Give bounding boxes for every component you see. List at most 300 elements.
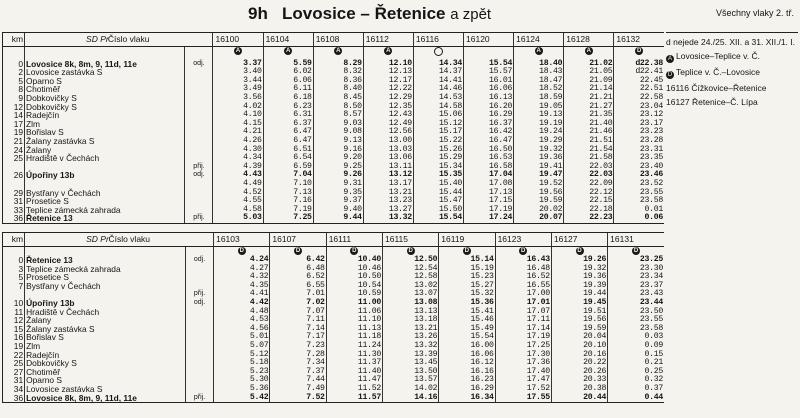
departure-time: 17.07 — [495, 308, 551, 317]
departure-time: 19.59 — [514, 197, 564, 206]
train-number: 16107 — [270, 233, 326, 247]
footnote-text: 16116 Čížkovice–Řetenice — [666, 83, 767, 93]
station-row — [3, 299, 665, 308]
departure-time: 15.36 — [439, 299, 495, 308]
km-value: 36 — [3, 394, 25, 403]
departure-time: 6.47 — [263, 128, 313, 137]
all-trains-note: Všechny vlaky 2. tř. — [715, 8, 794, 18]
departure-time: 5.36 — [214, 385, 270, 394]
departure-time: 19.24 — [514, 128, 564, 137]
departure-time: 7.17 — [270, 333, 326, 342]
station-name: Dobkovičky S — [25, 103, 185, 112]
departure-time: 17.25 — [495, 342, 551, 351]
departure-time: 11.10 — [326, 316, 382, 325]
departure-time: 6.18 — [263, 94, 313, 103]
departure-time: 4.34 — [213, 154, 263, 163]
footnote-text: 16127 Řetenice–Č. Lípa — [666, 97, 758, 107]
arr-dep-mark — [185, 265, 213, 274]
departure-time: 4.48 — [214, 308, 270, 317]
departure-time: 16.06 — [439, 351, 495, 360]
station-name: Úpořiny 13b — [25, 171, 185, 180]
departure-time: 19.32 — [551, 265, 607, 274]
station-name: Žalany zastávka S — [25, 137, 185, 146]
departure-time: 23.46 — [614, 171, 664, 180]
departure-time: 9.35 — [313, 189, 363, 198]
departure-time: 15.14 — [439, 256, 495, 265]
departure-time: 16.06 — [464, 85, 514, 94]
departure-time: 5.59 — [263, 60, 313, 69]
departure-time: 9.44 — [313, 214, 363, 223]
station-name: Chotiměř — [25, 85, 185, 94]
departure-time: 16.47 — [464, 137, 514, 146]
departure-time: 16.53 — [464, 154, 514, 163]
train-symbol-icon: D — [521, 248, 526, 254]
departure-time: 23.25 — [608, 256, 664, 265]
departure-time: 20.10 — [551, 342, 607, 351]
km-value: 2 — [3, 68, 25, 77]
departure-time: 4.58 — [213, 206, 263, 215]
departure-time: 9.13 — [313, 137, 363, 146]
train-symbol-icon — [434, 47, 443, 56]
train-number: 16123 — [495, 233, 551, 247]
departure-time: 9.03 — [313, 120, 363, 129]
departure-time: 20.44 — [551, 394, 607, 403]
station-row — [3, 351, 665, 360]
departure-time: 18.43 — [514, 68, 564, 77]
departure-time: 18.40 — [514, 60, 564, 69]
departure-time: 16.50 — [464, 146, 514, 155]
train-number: 16127 — [551, 233, 607, 247]
km-value: 10 — [3, 299, 25, 308]
departure-time: 21.27 — [564, 103, 614, 112]
departure-time: 4.39 — [213, 163, 263, 172]
departure-time: 0.32 — [608, 376, 664, 385]
departure-time: 17.14 — [495, 325, 551, 334]
station-name: Úpořiny 13b — [25, 299, 186, 308]
km-value: 22 — [3, 351, 25, 360]
station-name: Prosetice S — [25, 273, 186, 282]
departure-time: 15.54 — [413, 214, 463, 223]
table-number: 9h — [248, 4, 268, 23]
station-row — [3, 368, 665, 377]
departure-time: 19.56 — [514, 189, 564, 198]
departure-time: 13.32 — [363, 214, 413, 223]
km-value: 12 — [3, 316, 25, 325]
departure-time: 22.09 — [564, 180, 614, 189]
arr-dep-mark — [185, 273, 213, 282]
train-number: 16131 — [608, 233, 664, 247]
departure-time: 0.01 — [614, 206, 664, 215]
footnote-item — [666, 37, 798, 47]
departure-time: 4.52 — [213, 189, 263, 198]
departure-time: 19.52 — [514, 180, 564, 189]
arr-dep-mark: odj. — [185, 171, 213, 180]
station-name: Lovosice 8k, 8m, 9, 11d, 11e — [25, 60, 185, 69]
departure-time: 8.29 — [313, 60, 363, 69]
station-row — [3, 359, 665, 368]
station-row — [3, 290, 665, 299]
sd-pr-label: SD Pr — [86, 234, 109, 245]
station-row — [3, 273, 665, 282]
station-name: Bořislav S — [25, 128, 185, 137]
departure-time: 22.12 — [564, 189, 614, 198]
station-row — [3, 180, 665, 189]
departure-time: 3.40 — [213, 68, 263, 77]
departure-time: 7.07 — [270, 308, 326, 317]
departure-time: 6.59 — [263, 163, 313, 172]
departure-time: 17.11 — [495, 316, 551, 325]
departure-time: 23.37 — [608, 282, 664, 291]
departure-time: 12.22 — [363, 85, 413, 94]
km-value: 25 — [3, 154, 25, 163]
departure-time: 13.12 — [363, 171, 413, 180]
km-value: 7 — [3, 282, 25, 291]
arr-dep-mark — [185, 111, 213, 120]
station-name: Radejčín — [25, 351, 186, 360]
departure-time: 21.54 — [564, 146, 614, 155]
km-value: 11 — [3, 308, 25, 317]
col-km-header: km — [3, 233, 25, 247]
departure-time: 13.08 — [382, 299, 438, 308]
departure-time: 6.06 — [263, 77, 313, 86]
station-row — [3, 206, 665, 215]
departure-time: 11.24 — [326, 342, 382, 351]
departure-time: 8.50 — [313, 103, 363, 112]
departure-time: 13.11 — [363, 163, 413, 172]
km-value: 27 — [3, 368, 25, 377]
departure-time: 22.03 — [564, 163, 614, 172]
train-number: 16108 — [313, 33, 363, 47]
departure-time: 6.51 — [263, 146, 313, 155]
arr-dep-mark — [185, 180, 213, 189]
departure-time: 14.16 — [382, 394, 438, 403]
arr-dep-mark: přij. — [185, 394, 213, 403]
arr-dep-mark — [185, 376, 213, 385]
departure-time: 23.12 — [614, 111, 664, 120]
departure-time: 13.02 — [382, 282, 438, 291]
km-value: 0 — [3, 60, 25, 69]
departure-time: 22.51 — [614, 85, 664, 94]
train-symbol-icon: A — [336, 48, 341, 54]
departure-time: 7.16 — [263, 197, 313, 206]
departure-time: 14.58 — [413, 103, 463, 112]
departure-time: 15.44 — [413, 189, 463, 198]
departure-time: 15.35 — [413, 171, 463, 180]
km-value: 33 — [3, 206, 25, 215]
station-row — [3, 282, 665, 291]
col-train-number-header — [108, 233, 213, 247]
departure-time: 23.04 — [614, 103, 664, 112]
station-name: Řetenice 13 — [25, 256, 186, 265]
departure-time: 14.53 — [413, 94, 463, 103]
km-value: 31 — [3, 197, 25, 206]
departure-time: 15.34 — [413, 163, 463, 172]
departure-time: 19.59 — [551, 325, 607, 334]
departure-time: 4.42 — [214, 299, 270, 308]
departure-time: 4.02 — [213, 103, 263, 112]
departure-time: 4.56 — [214, 325, 270, 334]
departure-time: 21.05 — [564, 68, 614, 77]
departure-time: 16.29 — [464, 111, 514, 120]
departure-time: 15.41 — [439, 308, 495, 317]
departure-time: 10.46 — [326, 265, 382, 274]
departure-time: 19.44 — [551, 290, 607, 299]
station-name: Oparno S — [25, 77, 185, 86]
arr-dep-mark — [185, 385, 213, 394]
departure-time: 14.02 — [382, 385, 438, 394]
departure-time: 7.25 — [263, 214, 313, 223]
station-name: Prosetice S — [25, 197, 185, 206]
departure-time: 19.39 — [551, 282, 607, 291]
departure-time: 9.20 — [313, 154, 363, 163]
departure-time: 7.44 — [270, 376, 326, 385]
departure-time: 23.55 — [614, 189, 664, 198]
departure-time: 5.01 — [214, 333, 270, 342]
departure-time: 3.44 — [213, 77, 263, 86]
station-name: Teplice zámecká zahrada — [25, 265, 186, 274]
departure-time: 15.32 — [439, 290, 495, 299]
departure-time: 13.32 — [382, 342, 438, 351]
arr-dep-mark — [185, 103, 213, 112]
arr-dep-mark — [185, 197, 213, 206]
departure-time: 6.23 — [263, 103, 313, 112]
departure-time: 11.06 — [326, 308, 382, 317]
departure-time: 12.56 — [363, 128, 413, 137]
station-name: Bořislav S — [25, 333, 186, 342]
departure-time: 19.45 — [551, 299, 607, 308]
arr-dep-mark — [185, 146, 213, 155]
departure-time: 7.52 — [270, 394, 326, 403]
departure-time: 23.58 — [614, 197, 664, 206]
station-name: Řetenice 13 — [25, 214, 185, 223]
departure-time: 9.08 — [313, 128, 363, 137]
departure-time: 3.49 — [213, 85, 263, 94]
train-symbol-icon: A — [536, 48, 541, 54]
departure-time: 23.23 — [614, 128, 664, 137]
station-row — [3, 146, 665, 155]
departure-time: 4.15 — [213, 120, 263, 129]
departure-time: 20.16 — [551, 351, 607, 360]
train-number-label: Číslo vlaku — [107, 34, 150, 45]
departure-time: 16.29 — [439, 385, 495, 394]
arr-dep-mark — [185, 308, 213, 317]
departure-time: 7.10 — [263, 180, 313, 189]
departure-time: 7.49 — [270, 385, 326, 394]
col-km-header: km — [3, 33, 25, 47]
station-name: Zlm — [25, 342, 186, 351]
departure-time: 11.30 — [326, 351, 382, 360]
timetable-return — [2, 232, 664, 403]
departure-time: 11.57 — [326, 394, 382, 403]
departure-time: 18.47 — [514, 77, 564, 86]
train-number-label: Číslo vlaku — [108, 234, 151, 245]
station-name: Oparno S — [25, 376, 186, 385]
departure-time: 16.34 — [439, 394, 495, 403]
departure-time: 16.58 — [464, 163, 514, 172]
departure-time: 15.49 — [439, 325, 495, 334]
departure-time: 19.36 — [551, 273, 607, 282]
arr-dep-mark — [185, 316, 213, 325]
train-symbol-icon: D — [352, 248, 357, 254]
departure-time: 13.17 — [363, 180, 413, 189]
arr-dep-mark: přij. — [185, 214, 213, 223]
station-row — [3, 68, 665, 77]
departure-time: 9.25 — [313, 163, 363, 172]
departure-time: 16.52 — [495, 273, 551, 282]
departure-time: 7.14 — [270, 325, 326, 334]
departure-time: 18.59 — [514, 94, 564, 103]
departure-time: 21.51 — [564, 137, 614, 146]
km-value: 3 — [3, 265, 25, 274]
station-row — [3, 137, 665, 146]
note-symbol-icon: D — [667, 72, 673, 78]
departure-time: 17.00 — [495, 290, 551, 299]
departure-time: 3.37 — [213, 60, 263, 69]
departure-time: 17.01 — [495, 299, 551, 308]
departure-time: 23.35 — [614, 154, 664, 163]
departure-time: 16.48 — [495, 265, 551, 274]
station-row — [3, 94, 665, 103]
departure-time: 17.52 — [495, 385, 551, 394]
arr-dep-mark: přij. — [185, 290, 213, 299]
departure-time: 4.53 — [214, 316, 270, 325]
station-name: Teplice zámecká zahrada — [25, 206, 185, 215]
train-number: 16120 — [464, 33, 514, 47]
departure-time: 17.19 — [464, 206, 514, 215]
departure-time: 23.55 — [608, 316, 664, 325]
departure-time: 15.40 — [413, 180, 463, 189]
departure-time: 0.09 — [608, 342, 664, 351]
train-number: 16100 — [213, 33, 263, 47]
km-value: 19 — [3, 128, 25, 137]
departure-time: 15.26 — [413, 146, 463, 155]
train-number: 16112 — [363, 33, 413, 47]
station-name: Dobkovičky S — [25, 359, 186, 368]
departure-time: 5.30 — [214, 376, 270, 385]
departure-time: 20.02 — [514, 206, 564, 215]
departure-time: 10.54 — [326, 282, 382, 291]
departure-time: 7.34 — [270, 359, 326, 368]
departure-time: 4.24 — [214, 256, 270, 265]
departure-time: 20.22 — [551, 359, 607, 368]
departure-time: 12.54 — [382, 265, 438, 274]
station-row — [3, 394, 665, 403]
departure-time: 11.52 — [326, 385, 382, 394]
departure-time: 14.37 — [413, 68, 463, 77]
departure-time: 11.18 — [326, 333, 382, 342]
arr-dep-mark — [185, 282, 213, 291]
departure-time: 6.31 — [263, 111, 313, 120]
departure-time: 7.02 — [270, 299, 326, 308]
departure-time: 16.12 — [439, 359, 495, 368]
arr-dep-mark — [185, 359, 213, 368]
departure-time: 12.35 — [363, 103, 413, 112]
train-symbol-icon: D — [239, 248, 244, 254]
col-train-number-header — [107, 33, 213, 47]
departure-time: 23.44 — [608, 299, 664, 308]
km-value: 8 — [3, 85, 25, 94]
departure-time: 13.21 — [382, 325, 438, 334]
departure-time: 13.27 — [363, 206, 413, 215]
station-row — [3, 308, 665, 317]
train-symbol-icon: D — [295, 248, 301, 254]
departure-time: 15.54 — [439, 333, 495, 342]
departure-time: 19.19 — [514, 120, 564, 129]
arr-dep-mark — [185, 189, 213, 198]
departure-time: 15.46 — [439, 316, 495, 325]
train-symbol-icon: D — [577, 248, 582, 254]
departure-time: 5.12 — [214, 351, 270, 360]
departure-time: 8.57 — [313, 111, 363, 120]
station-name: Lovosice zastávka S — [25, 68, 185, 77]
departure-time: 6.52 — [270, 273, 326, 282]
departure-time: 16.16 — [439, 368, 495, 377]
train-symbol-icon: D — [464, 248, 470, 254]
departure-time: 17.19 — [495, 333, 551, 342]
departure-time: 5.23 — [214, 368, 270, 377]
station-row — [3, 333, 665, 342]
departure-time: 14.34 — [413, 60, 463, 69]
departure-time: 22.18 — [564, 206, 614, 215]
departure-time: 5.07 — [214, 342, 270, 351]
footnote-item — [666, 51, 798, 63]
departure-time: 13.50 — [382, 368, 438, 377]
departure-time: 6.42 — [270, 256, 326, 265]
departure-time: 18.52 — [514, 85, 564, 94]
arr-dep-mark — [185, 68, 213, 77]
departure-time: 8.32 — [313, 68, 363, 77]
departure-time: 11.00 — [326, 299, 382, 308]
departure-time: 13.21 — [363, 189, 413, 198]
departure-time: 21.21 — [564, 94, 614, 103]
departure-time: 15.29 — [413, 154, 463, 163]
departure-time: 10.59 — [326, 290, 382, 299]
train-number: 16124 — [514, 33, 564, 47]
km-value: 17 — [3, 120, 25, 129]
arr-dep-mark: přij. — [185, 163, 213, 172]
sd-pr-label: SD Pr — [86, 34, 109, 45]
km-value: 9 — [3, 94, 25, 103]
departure-time: 21.58 — [564, 154, 614, 163]
departure-time: 15.17 — [413, 128, 463, 137]
station-row — [3, 265, 665, 274]
footnotes — [666, 32, 798, 111]
departure-time: 20.07 — [514, 214, 564, 223]
arr-dep-mark — [185, 94, 213, 103]
departure-time: 15.27 — [439, 282, 495, 291]
note-symbol-icon: A — [667, 56, 672, 62]
departure-time: 6.47 — [263, 137, 313, 146]
station-name: Bystřany v Čechách — [25, 189, 185, 198]
departure-time: 0.37 — [608, 385, 664, 394]
train-symbol-icon: D — [637, 48, 642, 54]
departure-time: 17.24 — [464, 214, 514, 223]
arr-dep-mark — [185, 154, 213, 163]
departure-time: 15.06 — [413, 111, 463, 120]
footnote-item — [666, 83, 798, 93]
departure-time: 21.09 — [564, 77, 614, 86]
departure-time: 16.37 — [464, 120, 514, 129]
departure-time: 23.43 — [608, 290, 664, 299]
departure-time: 20.04 — [551, 333, 607, 342]
departure-time: 9.26 — [313, 171, 363, 180]
departure-time: 19.51 — [551, 308, 607, 317]
km-value: 14 — [3, 111, 25, 120]
departure-time: 4.49 — [213, 180, 263, 189]
station-row — [3, 171, 665, 180]
departure-time: 8.40 — [313, 85, 363, 94]
departure-time: 3.56 — [213, 94, 263, 103]
